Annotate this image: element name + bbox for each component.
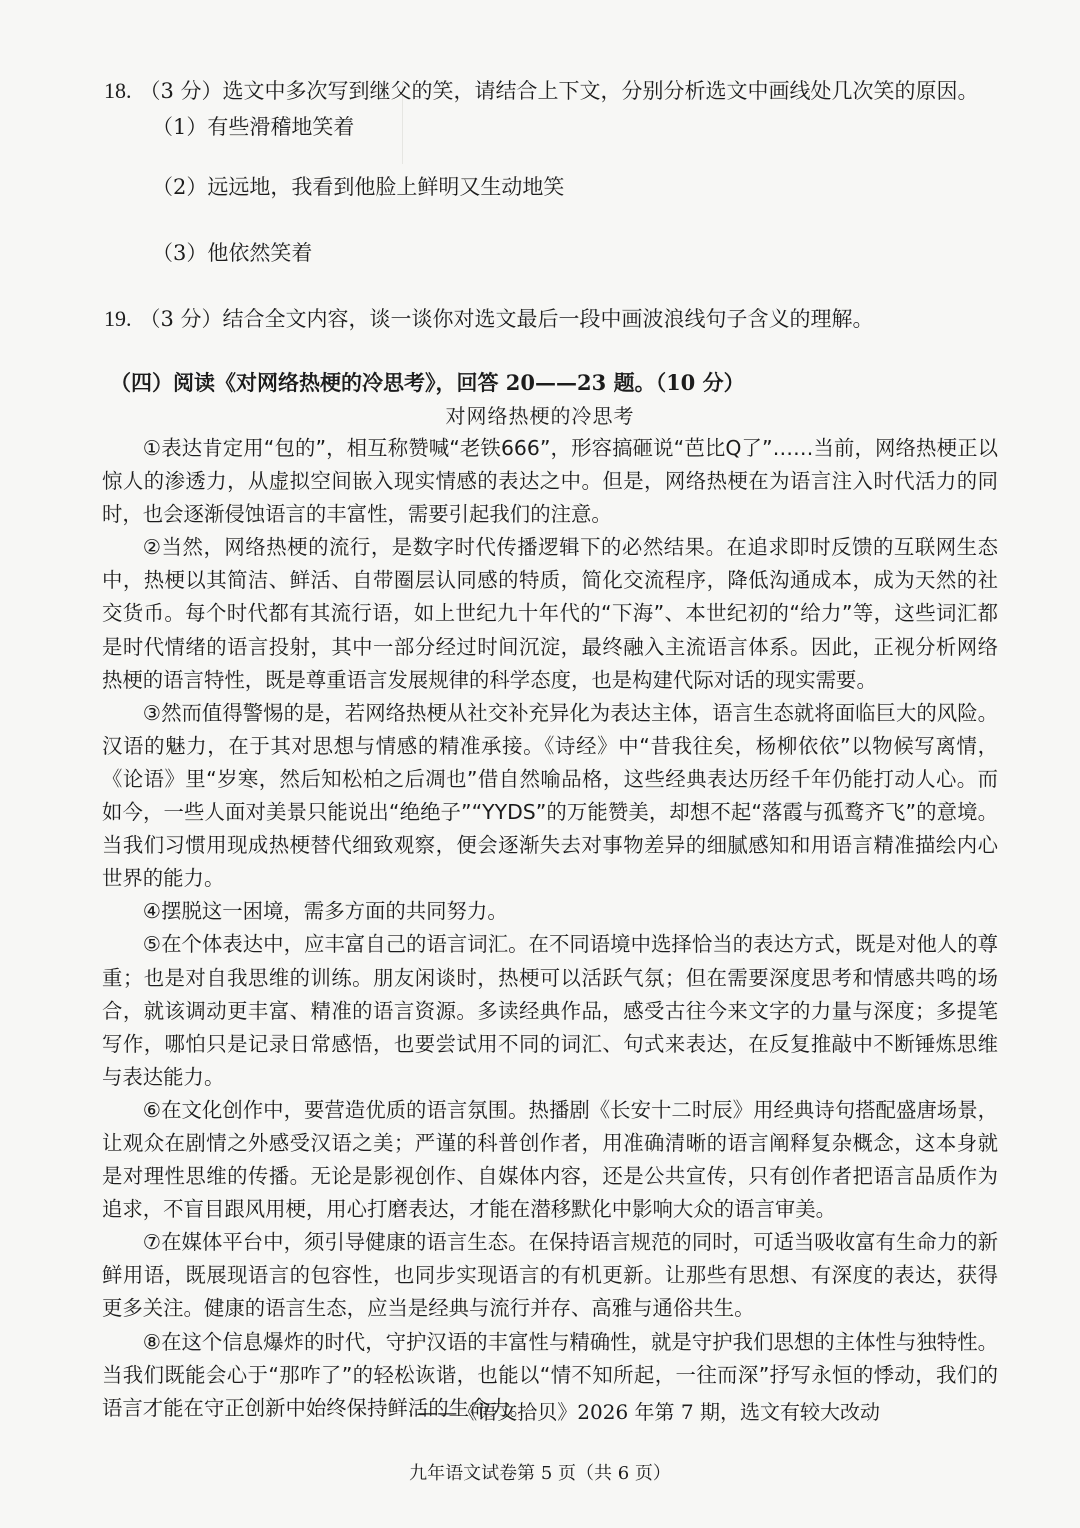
- section-heading: （四）阅读《对网络热梗的冷思考》，回答 20——23 题。（10 分）: [110, 370, 745, 395]
- article-title: 对网络热梗的冷思考: [445, 404, 635, 428]
- paragraph-5: ⑤在个体表达中，应丰富自己的语言词汇。在不同语境中选择恰当的表达方式，既是对他人的尊重；也是对自我思维的训练。朋友闲谈时，热梗可以活跃气氛；但在需要深度思考和情感共鸣的场合，就该调动更丰富、精准的语言资源。多读经典作品，感受古往今来文字的力量与深度；多提笔写作，哪怕只是记录日常感悟，也要尝试用不同的词汇、句式来表达，在反复推敲中不断锤炼思维与表达能力。: [102, 932, 998, 1089]
- question-18-item-1: （1）有些滑稽地笑着: [152, 115, 355, 139]
- question-18-prompt: （3 分）选文中多次写到继父的笑，请结合上下文，分别分析选文中画线处几次笑的原因。: [139, 79, 979, 103]
- page-footer: 九年语文试卷第 5 页（共 6 页）: [409, 1463, 671, 1484]
- paragraph-6: ⑥在文化创作中，要营造优质的语言氛围。热播剧《长安十二时辰》用经典诗句搭配盛唐场景，让观众在剧情之外感受汉语之美；严谨的科普创作者，用准确清晰的语言阐释复杂概念，这本身就是对理性思维的传播。无论是影视创作、自媒体内容，还是公共宣传，只有创作者把语言品质作为追求，不盲目跟风用梗，用心打磨表达，才能在潜移默化中影响大众的语言审美。: [102, 1097, 998, 1222]
- paragraph-3: ③然而值得警惕的是，若网络热梗从社交补充异化为表达主体，语言生态就将面临巨大的风险。汉语的魅力，在于其对思想与情感的精准承接。《诗经》中“昔我往矣，杨柳依依”以物候写离情，《论语》里“岁寒，然后知松柏之后凋也”借自然喻品格，这些经典表达历经千年仍能打动人心。而如今，一些人面对美景只能说出“绝绝子”“YYDS”的万能赞美，却想不起“落霞与孤鹜齐飞”的意境。当我们习惯用现成热梗替代细致观察，便会逐渐失去对事物差异的细腻感知和用语言精准描绘内心世界的能力。: [102, 700, 998, 891]
- question-18-number: 18.: [104, 78, 132, 103]
- question-19-prompt: （3 分）结合全文内容，谈一谈你对选文最后一段中画波浪线句子含义的理解。: [139, 307, 874, 331]
- article-body: [102, 432, 998, 1425]
- paragraph-2: ②当然，网络热梗的流行，是数字时代传播逻辑下的必然结果。在追求即时反馈的互联网生态中，热梗以其简洁、鲜活、自带圈层认同感的特质，简化交流程序，降低沟通成本，成为天然的社交货币。每个时代都有其流行语，如上世纪九十年代的“下海”、本世纪初的“给力”等，这些词汇都是时代情绪的语言投射，其中一部分经过时间沉淀，最终融入主流语言体系。因此，正视分析网络热梗的语言特性，既是尊重语言发展规律的科学态度，也是构建代际对话的现实需要。: [102, 535, 998, 692]
- paragraph-4: ④摆脱这一困境，需多方面的共同努力。: [142, 899, 508, 924]
- paragraph-7: ⑦在媒体平台中，须引导健康的语言生态。在保持语言规范的同时，可适当吸收富有生命力的新鲜用语，既展现语言的包容性，也同步实现语言的有机更新。让那些有思想、有深度的表达，获得更多关注。健康的语言生态，应当是经典与流行并存、高雅与通俗共生。: [102, 1230, 998, 1321]
- question-19: [104, 304, 874, 334]
- paragraph-1: ①表达肯定用“包的”，相互称赞喊“老铁666”，形容搞砸说“芭比Q了”……当前，网络热梗正以惊人的渗透力，从虚拟空间嵌入现实情感的表达之中。但是，网络热梗在为语言注入时代活力的同时，也会逐渐侵蚀语言的丰富性，需要引起我们的注意。: [102, 436, 998, 527]
- question-18: [104, 76, 979, 106]
- paragraph-8: ⑧在这个信息爆炸的时代，守护汉语的丰富性与精确性，就是守护我们思想的主体性与独特性。当我们既能会心于“那咋了”的轻松诙谐，也能以“情不知所起，一往而深”抒写永恒的悸动，我们的语言才能在守正创新中始终保持鲜活的生命力。: [102, 1329, 998, 1420]
- question-18-item-3: （3）他依然笑着: [152, 241, 313, 265]
- question-18-item-2: （2）远远地，我看到他脸上鲜明又生动地笑: [152, 175, 565, 199]
- article-source: ——《语文拾贝》2026 年第 7 期，选文有较大改动: [417, 1400, 880, 1424]
- question-19-number: 19.: [104, 306, 132, 331]
